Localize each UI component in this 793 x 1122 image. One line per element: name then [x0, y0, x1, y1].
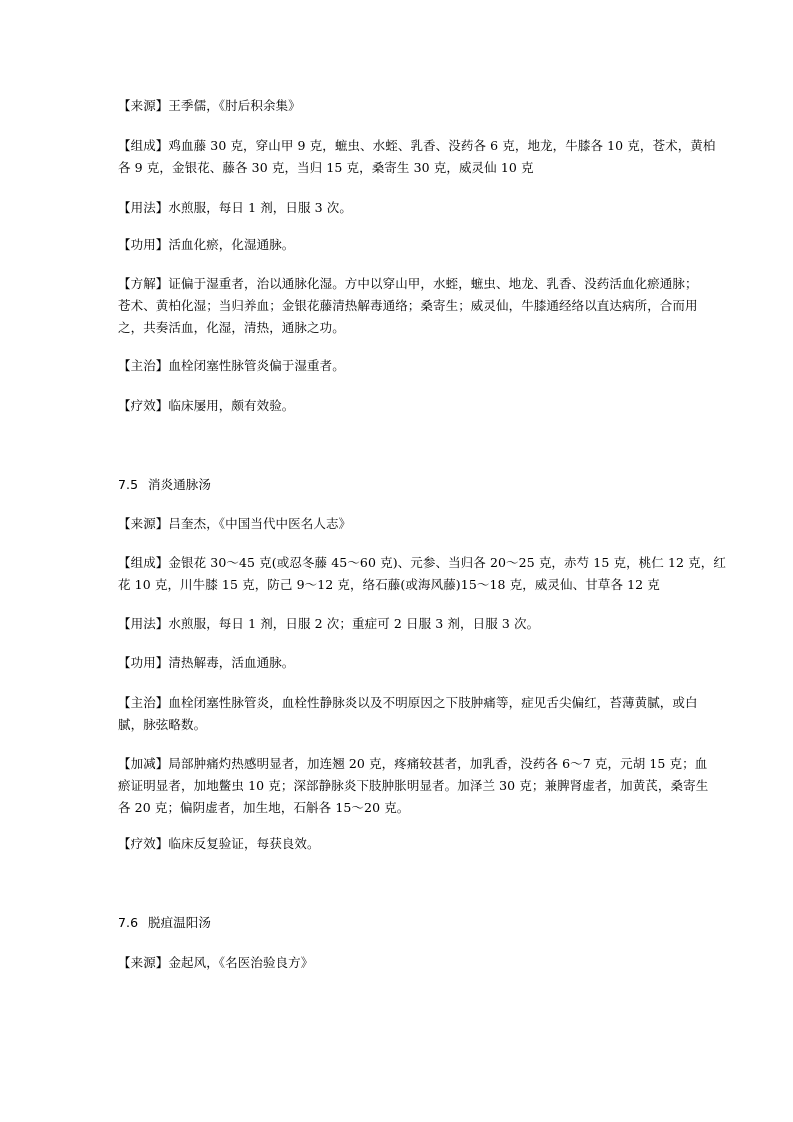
source-line: 【来源】金起风，《名医治验良方》: [118, 955, 314, 970]
function-line: 【功用】活血化瘀，化湿通脉。: [118, 237, 295, 252]
section-number: 7.5: [118, 477, 139, 492]
composition-line: 【组成】鸡血藤 30 克，穿山甲 9 克，蟅虫、水蛭、乳香、没药各 6 克，地龙，牛膝各 10 克，苍术，黄柏: [118, 138, 716, 153]
efficacy-line: 【疗效】临床反复验证，每获良效。: [118, 836, 320, 851]
section-title: 消炎通脉汤: [148, 477, 212, 492]
source-line: 【来源】吕奎杰，《中国当代中医名人志》: [118, 516, 352, 531]
source-line: 【来源】王季儒，《肘后积余集》: [118, 98, 301, 113]
composition-line: 花 10 克，川牛膝 15 克，防己 9～12 克，络石藤(或海风藤)15～18 克，威灵仙、甘草各 12 克: [118, 577, 660, 592]
section-title: 脱疽温阳汤: [148, 915, 212, 930]
modification-line: 各 20 克；偏阴虚者，加生地，石斛各 15～20 克。: [118, 800, 410, 815]
indication-line: 腻，脉弦略数。: [118, 717, 207, 732]
usage-line: 【用法】水煎服，每日 1 剂，日服 2 次；重症可 2 日服 3 剂，日服 3 次。: [118, 616, 540, 631]
function-line: 【功用】清热解毒，活血通脉。: [118, 655, 295, 670]
efficacy-line: 【疗效】临床屡用，颇有效验。: [118, 398, 295, 413]
indication-line: 【主治】血栓闭塞性脉管炎，血栓性静脉炎以及不明原因之下肢肿痛等，症见舌尖偏红，苔薄黄腻，或白: [118, 695, 698, 710]
indication-line: 【主治】血栓闭塞性脉管炎偏于湿重者。: [118, 358, 345, 373]
section-number: 7.6: [118, 915, 139, 930]
section-heading: [118, 915, 211, 931]
modification-line: 【加减】局部肿痛灼热感明显者，加连翘 20 克，疼痛较甚者，加乳香，没药各 6～7 克，元胡 15 克；血: [118, 756, 708, 771]
analysis-line: 之，共奏活血，化湿，清热，通脉之功。: [118, 320, 345, 335]
analysis-line: 苍术、黄柏化湿；当归养血；金银花藤清热解毒通络；桑寄生；威灵仙，牛膝通经络以直达病所，合而用: [118, 298, 698, 313]
modification-line: 瘀证明显者，加地鳖虫 10 克；深部静脉炎下肢肿胀明显者。加泽兰 30 克；兼脾肾虚者，加黄芪，桑寄生: [118, 778, 709, 793]
composition-line: 【组成】金银花 30～45 克(或忍冬藤 45～60 克)、元参、当归各 20～25 克，赤芍 15 克，桃仁 12 克，红: [118, 555, 726, 570]
usage-line: 【用法】水煎服，每日 1 剂，日服 3 次。: [118, 200, 352, 215]
composition-line: 各 9 克，金银花、藤各 30 克，当归 15 克，桑寄生 30 克，威灵仙 10 克: [118, 160, 534, 175]
analysis-line: 【方解】证偏于湿重者，治以通脉化湿。方中以穿山甲，水蛭，蟅虫、地龙、乳香、没药活血化瘀通脉；: [118, 276, 698, 291]
section-heading: [118, 477, 211, 493]
